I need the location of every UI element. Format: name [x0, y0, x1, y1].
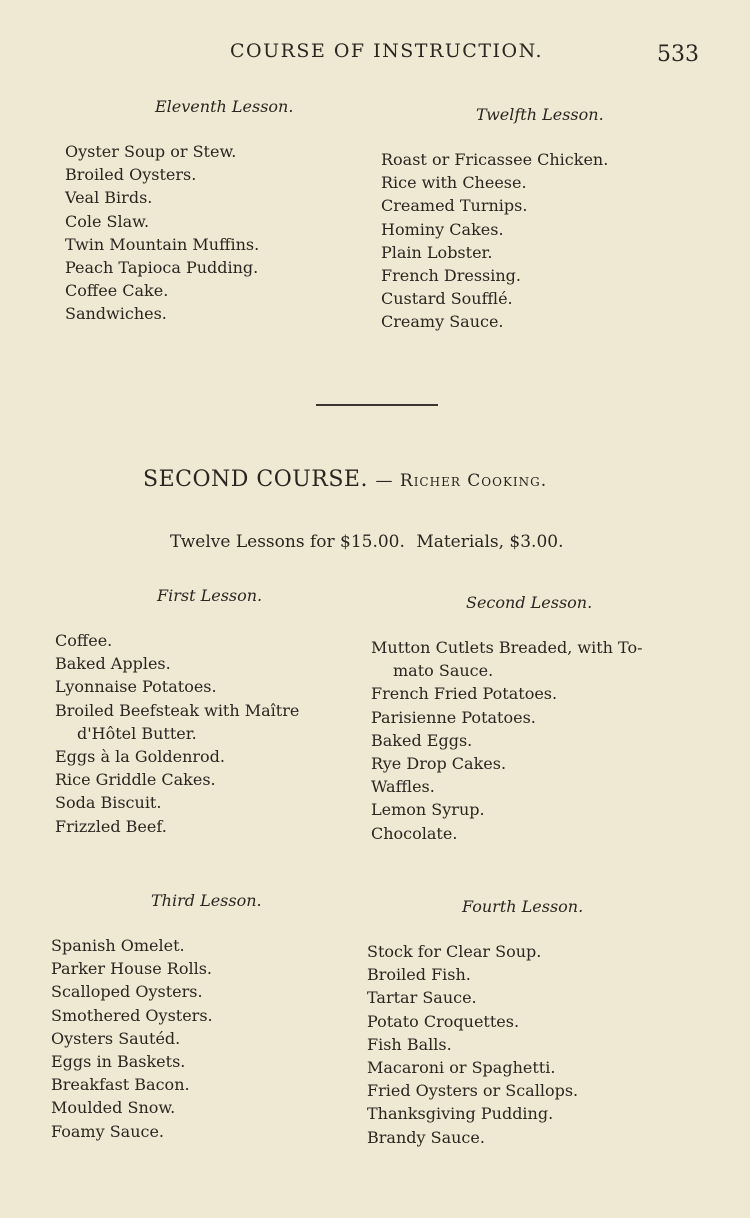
dish-item: Thanksgiving Pudding.: [367, 1104, 554, 1124]
dish-item: Creamed Turnips.: [381, 196, 528, 216]
lesson-first: [55, 586, 299, 838]
dish-item: Sandwiches.: [65, 304, 167, 324]
course-price: [170, 532, 564, 552]
dish-item: French Fried Potatoes.: [371, 684, 558, 704]
dish-item: Coffee Cake.: [65, 281, 169, 301]
dish-item: Hominy Cakes.: [381, 219, 504, 239]
dish-item: Coffee.: [55, 631, 113, 650]
course-title: [143, 467, 547, 492]
dish-item: Foamy Sauce.: [51, 1121, 165, 1141]
dish-item: Macaroni or Spaghetti.: [367, 1058, 556, 1078]
dish-item: Rye Drop Cakes.: [371, 754, 507, 774]
price-line: Twelve Lessons for $15.00.: [170, 532, 405, 552]
section-divider: [316, 404, 438, 406]
dish-item: Brandy Sauce.: [367, 1127, 485, 1147]
lesson-title: Eleventh Lesson.: [155, 97, 294, 116]
dish-item: Peach Tapioca Pudding.: [65, 258, 259, 278]
dish-list: [367, 940, 583, 1149]
dish-item: Fish Balls.: [367, 1034, 452, 1054]
dish-item: Rice with Cheese.: [381, 173, 527, 193]
dish-item: Oysters Sautéd.: [51, 1028, 181, 1048]
dish-item: Veal Birds.: [65, 188, 153, 208]
dish-item: Roast or Fricassee Chicken.: [381, 150, 609, 169]
dish-item: Eggs in Baskets.: [51, 1052, 186, 1072]
dish-item: Mutton Cutlets Breaded, with To-: [371, 638, 643, 657]
dish-item: Parker House Rolls.: [51, 959, 212, 979]
dish-item: Twin Mountain Muffins.: [65, 234, 260, 254]
dish-item: Potato Croquettes.: [367, 1011, 520, 1031]
dish-item: Baked Eggs.: [371, 730, 473, 750]
dish-item: Baked Apples.: [55, 654, 171, 674]
dish-item: Scalloped Oysters.: [51, 982, 203, 1002]
dish-list: [381, 148, 608, 334]
dish-item-continued: d'Hôtel Butter.: [77, 723, 197, 743]
lesson-title: Twelfth Lesson.: [476, 105, 604, 124]
dish-item: Frizzled Beef.: [55, 816, 167, 836]
dish-item: Creamy Sauce.: [381, 312, 504, 332]
dish-item: Chocolate.: [371, 823, 458, 843]
lesson-title: First Lesson.: [157, 586, 263, 605]
page-number: 533: [657, 42, 699, 67]
lesson-title: Second Lesson.: [466, 593, 593, 612]
dish-item: Broiled Oysters.: [65, 165, 197, 185]
lesson-twelfth: [381, 105, 608, 334]
dish-item: Parisienne Potatoes.: [371, 707, 536, 727]
lesson-eleventh: [65, 97, 293, 326]
course-heading: SECOND COURSE.: [143, 467, 368, 492]
lesson-fourth: [367, 897, 583, 1149]
dish-item: Stock for Clear Soup.: [367, 942, 542, 961]
dish-item: Soda Biscuit.: [55, 793, 162, 813]
dish-item-continued: mato Sauce.: [393, 661, 494, 681]
lesson-third: [51, 891, 262, 1143]
dish-list: [55, 629, 299, 838]
dish-item: Lemon Syrup.: [371, 800, 485, 820]
dish-item: Spanish Omelet.: [51, 936, 185, 955]
dish-item: Custard Soufflé.: [381, 289, 513, 309]
dish-item: Moulded Snow.: [51, 1098, 176, 1118]
dish-item: Lyonnaise Potatoes.: [55, 677, 217, 697]
course-subtitle: — Richer Cooking.: [375, 471, 548, 491]
dish-list: [371, 636, 643, 845]
dish-item: Breakfast Bacon.: [51, 1075, 190, 1095]
materials-line: Materials, $3.00.: [416, 532, 564, 552]
running-title: COURSE OF INSTRUCTION.: [230, 40, 544, 62]
dish-item: Plain Lobster.: [381, 242, 493, 262]
dish-item: French Dressing.: [381, 266, 521, 286]
dish-item: Eggs à la Goldenrod.: [55, 747, 225, 767]
dish-item: Broiled Beefsteak with Maître: [55, 700, 300, 720]
lesson-title: Fourth Lesson.: [462, 897, 584, 916]
dish-item: [371, 659, 643, 682]
lesson-second: [371, 593, 643, 845]
dish-item: Cole Slaw.: [65, 211, 150, 231]
dish-list: [51, 934, 262, 1143]
dish-item: Broiled Fish.: [367, 965, 471, 985]
dish-item: [55, 722, 299, 745]
dish-item: Rice Griddle Cakes.: [55, 770, 216, 790]
dish-item: Waffles.: [371, 777, 435, 797]
dish-list: [65, 140, 293, 326]
dish-item: Fried Oysters or Scallops.: [367, 1081, 579, 1101]
lesson-title: Third Lesson.: [151, 891, 262, 910]
dish-item: Oyster Soup or Stew.: [65, 142, 237, 161]
dish-item: Smothered Oysters.: [51, 1005, 213, 1025]
dish-item: Tartar Sauce.: [367, 988, 477, 1008]
